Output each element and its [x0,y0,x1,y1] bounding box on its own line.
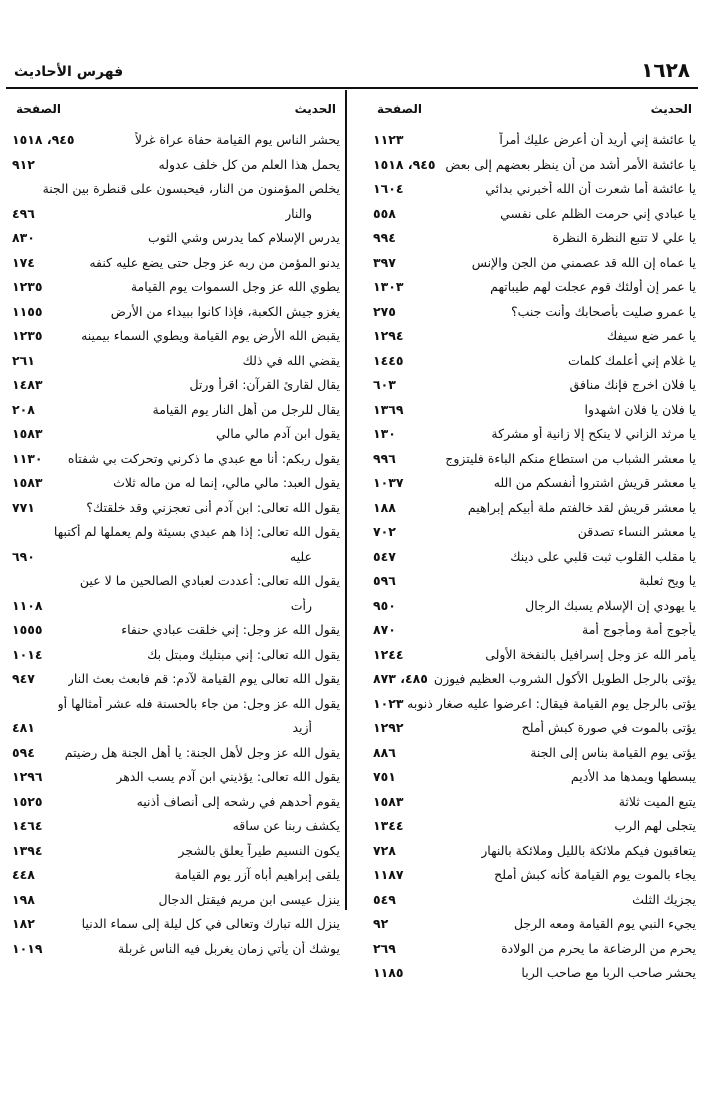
hadith-text: يقال لقارئ القرآن: اقرأ ورتل [189,377,340,392]
index-entry [371,500,696,525]
index-entry [371,647,696,672]
index-entry [10,500,340,525]
hadith-text: يقول الله تعالى: يؤذيني ابن آدم يسب الدهر [116,769,340,784]
page-reference: ١٣٠ [373,426,396,441]
index-entry [371,745,696,770]
page-reference: ٨٣٠ [12,230,35,245]
page-reference: ٤٩٦ [12,205,35,221]
hadith-text: يتعاقبون فيكم ملائكة بالليل وملائكة بالنهار [481,842,696,858]
hadith-text: يلقى إبراهيم أباه آزر يوم القيامة [174,867,340,882]
hadith-text: يا عماه إن الله قد عصمني من الجن والإنس [471,254,696,270]
index-entry [10,818,340,843]
hadith-text: يجزيك الثلث [632,891,696,907]
page-reference: ١٨٨ [373,499,396,515]
hadith-text: يقول الله عز وجل: إني خلقت عبادي حنفاء [121,622,340,637]
hadith-text: يقول الله عز وجل لأهل الجنة: يا أهل الجنة هل رضيتم [64,744,340,760]
page-reference: ٩٩٦ [373,450,396,466]
page-reference: ٢٦١ [12,352,35,368]
index-entry [371,720,696,745]
page-reference: ٥٤٧ [373,548,396,564]
hadith-text: يكشف ربنا عن ساقه [232,818,340,833]
hadith-text: يغزو جيش الكعبة، فإذا كانوا ببيداء من الأرض [110,303,340,319]
index-entry [371,426,696,451]
index-entry [371,916,696,941]
hadith-text: يقول الله عز وجل: من جاء بالحسنة فله عشر أمثالها أو [57,695,340,711]
hadith-text: أزيد [292,720,312,735]
hadith-text: يقول ربكم: أنا مع عبدي ما ذكرني وتحركت بي شفتاه [67,450,340,466]
index-entry [10,157,340,182]
page-reference: ٢٧٥ [373,303,396,319]
hadith-text: يقول الله تعالى: أعددت لعبادي الصالحين ما لا عين [79,573,340,588]
page-reference: ٦٠٣ [373,377,396,392]
hadith-text: يا ويح ثعلبة [639,573,696,588]
page-reference: ١٣٦٩ [373,401,404,417]
page-reference: ١٢٣٥ [12,279,43,294]
index-entry [371,353,696,378]
page-reference: ١٠١٤ [12,646,43,662]
hadith-text: يقول ابن آدم مالي مالي [216,426,340,441]
hadith-text: ينزل الله تبارك وتعالى في كل ليلة إلى سماء الدنيا [81,916,340,931]
hadith-text: يؤتى بالموت في صورة كبش أملح [521,720,696,735]
hadith-text: يا معشر قريش لقد خالفتم ملة أبيكم إبراهيم [467,499,696,515]
index-entry [10,647,340,672]
page-reference: ١٢٣٥ [12,328,43,343]
index-entry [371,451,696,476]
hadith-text: يحمل هذا العلم من كل خلف عدوله [158,156,340,172]
page-reference: ٩٩٤ [373,230,396,245]
index-entry [371,230,696,255]
index-entry [371,598,696,623]
left-column-header [10,92,340,116]
index-entry [10,230,340,255]
index-entry [10,377,340,402]
hadith-text: يقول الله تعالى: إني مبتليك ومبتل بك [147,646,340,662]
hadith-text: يبسطها ويمدها مد الأديم [570,769,696,784]
page-reference: ٤٨١ [12,720,35,735]
index-entry [371,304,696,329]
page-number: ١٦٢٨ [641,58,690,82]
page-reference: ٨٧٠ [373,622,396,637]
page-reference: ١١٢٣ [373,132,404,147]
page-reference: ٧٢٨ [373,842,396,858]
index-entry [10,304,340,329]
hadith-text: يقوم أحدهم في رشحه إلى أنصاف أذنيه [136,793,340,809]
hadith-text: يا مقلب القلوب ثبت قلبي على دينك [510,548,696,564]
right-column [371,92,696,990]
hadith-text: يا عمر ضع سيفك [606,328,696,343]
page-reference: ١٨٢ [12,916,35,931]
page-reference: ٢٠٨ [12,401,35,417]
index-entry [371,255,696,280]
hadith-text: يا غلام إني أعلمك كلمات [567,352,696,368]
hadith-text: يأمر الله عز وجل إسرافيل بالنفخة الأولى [485,646,696,662]
page-reference: ١٧٤ [12,254,35,270]
hadith-text: يؤتى يوم القيامة بناس إلى الجنة [530,744,696,760]
page-reference: ١٣٠٣ [373,279,404,294]
index-entry [10,255,340,280]
hadith-heading: الحديث [294,102,336,116]
index-entry [10,132,340,157]
page-reference: ١٠١٩ [12,940,43,956]
page-reference: ٤٨٥، ٨٧٣ [373,671,428,686]
page-reference: ٥٥٨ [373,205,396,221]
page-reference: ١١٣٠ [12,450,43,466]
index-entry [10,524,340,549]
page-reference: ٩٥٠ [373,597,396,613]
page-heading: الصفحة [377,102,423,116]
index-entry [10,867,340,892]
index-entry [10,549,340,574]
index-entry [10,745,340,770]
page-reference: ٧٥١ [373,769,396,784]
page-reference: ١٣٤٤ [373,818,404,833]
index-entry [10,941,340,966]
index-entry [10,353,340,378]
page-reference: ١٤٦٤ [12,818,43,833]
hadith-text: يا معشر قريش اشتروا أنفسكم من الله [493,475,696,490]
page-reference: ١٤٤٥ [373,352,404,368]
index-entry [371,622,696,647]
page-reference: ١٥٢٥ [12,793,43,809]
index-entry [371,524,696,549]
hadith-text: يا مرثد الزاني لا ينكح إلا زانية أو مشركة [491,426,696,441]
page-reference: ١٠٢٣ [373,695,404,711]
page-reference: ٩٤٥، ١٥١٨ [12,132,75,147]
hadith-text: يؤتى بالرجل الطويل الأكول الشروب العظيم فيوزن [433,671,696,686]
index-entry [10,696,340,721]
hadith-text: يقضي الله في ذلك [242,352,340,368]
hadith-text: يجيء النبي يوم القيامة ومعه الرجل [513,916,696,931]
page-reference: ١٥٨٣ [373,793,404,809]
index-entry [371,941,696,966]
page-reference: ٦٩٠ [12,548,35,564]
hadith-text: يوشك أن يأتي زمان يغربل فيه الناس غربلة [118,940,340,956]
index-entry [10,622,340,647]
hadith-text: يقول العبد: مالي مالي، إنما له من ماله ثلاث [113,475,340,490]
hadith-text: يجاء بالموت يوم القيامة كأنه كبش أملح [494,867,696,882]
index-entry [371,181,696,206]
hadith-text: رأت [290,597,312,613]
index-entry [10,916,340,941]
left-entries [10,132,340,965]
hadith-text: يقول الله تعالى: ابن آدم أنى تعجزني وقد خلقتك؟ [86,499,340,515]
index-entry [10,328,340,353]
hadith-text: يا عائشة أما شعرت أن الله أخبرني بدائي [485,181,696,196]
index-entry [371,794,696,819]
index-entry [371,769,696,794]
page-reference: ٩١٢ [12,156,35,172]
hadith-text: يتبع الميت ثلاثة [618,793,696,809]
hadith-text: يا معشر الشباب من استطاع منكم الباءة فليتزوج [445,450,696,466]
index-entry [371,206,696,231]
index-entry [371,867,696,892]
index-entry [10,402,340,427]
page-reference: ١٥٨٣ [12,426,43,441]
page-reference: ٢٦٩ [373,940,396,956]
index-entry [10,794,340,819]
index-entry [371,671,696,696]
hadith-text: ينزل عيسى ابن مريم فيقتل الدجال [158,891,340,907]
index-entry [371,549,696,574]
hadith-text: يا يهودي إن الإسلام يسبك الرجال [525,597,696,613]
page-heading: الصفحة [16,102,62,116]
header-rule [6,87,698,89]
hadith-text: يا فلان اخرج فإنك منافق [569,377,696,392]
index-entry [371,157,696,182]
index-entry [10,181,340,206]
index-entry [371,818,696,843]
hadith-text: يا فلان يا فلان اشهدوا [584,401,696,417]
hadith-text: يدرس الإسلام كما يدرس وشي الثوب [147,230,340,245]
index-entry [371,475,696,500]
index-entry [10,671,340,696]
index-entry [10,843,340,868]
page-reference: ١٢٩٢ [373,720,404,735]
page-reference: ١١٥٥ [12,303,43,319]
page-reference: ١٦٠٤ [373,181,404,196]
hadith-text: يدنو المؤمن من ربه عز وجل حتى يضع عليه كنفه [89,254,340,270]
index-entry [10,426,340,451]
index-entry [371,573,696,598]
index-entry [371,843,696,868]
index-entry [371,696,696,721]
page-reference: ٧٠٢ [373,524,396,539]
hadith-text: يقول الله تعالى يوم القيامة لآدم: قم فابعث بعث النار [67,671,340,686]
right-column-header [371,92,696,116]
index-entry [371,965,696,990]
hadith-text: يا عمرو صليت بأصحابك وأنت جنب؟ [510,303,696,319]
index-entry [371,279,696,304]
page-reference: ٧٧١ [12,499,35,515]
page-reference: ١٥٥٥ [12,622,43,637]
hadith-text: عليه [289,548,312,564]
column-divider [345,90,347,910]
hadith-text: يؤتى بالرجل يوم القيامة فيقال: اعرضوا عليه صغار ذنوبه [407,695,696,711]
hadith-text: يأجوج أمة ومأجوج أمة [582,622,696,637]
page-reference: ١٠٣٧ [373,475,404,490]
page-reference: ٥٩٦ [373,573,396,588]
hadith-text: يا معشر النساء تصدقن [577,524,696,539]
hadith-text: يقبض الله الأرض يوم القيامة ويطوي السماء بيمينه [81,328,340,343]
hadith-text: يتجلى لهم الرب [614,818,696,833]
page-reference: ١٤٨٣ [12,377,43,392]
index-entry [10,892,340,917]
page-reference: ٤٤٨ [12,867,35,882]
page-reference: ١٩٨ [12,891,35,907]
page-reference: ٣٩٧ [373,254,396,270]
hadith-text: يا عبادي إني حرمت الظلم على نفسي [500,205,696,221]
hadith-text: يحشر الناس يوم القيامة حفاة عراة غرلاً [134,132,340,147]
hadith-text: يا عائشة إني أريد أن أعرض عليك أمراً [499,132,696,147]
hadith-text: يا عمر إن أولئك قوم عجلت لهم طيباتهم [490,279,696,294]
index-entry [371,892,696,917]
hadith-text: والنار [285,205,312,221]
hadith-text: يا عائشة الأمر أشد من أن ينظر بعضهم إلى بعض [445,156,696,172]
page-reference: ٨٨٦ [373,744,396,760]
index-entry [10,475,340,500]
page-reference: ١٢٩٤ [373,328,404,343]
index-entry [10,720,340,745]
page-reference: ١٢٩٦ [12,769,43,784]
hadith-text: يطوي الله عز وجل السموات يوم القيامة [130,279,340,294]
index-entry [371,402,696,427]
page-reference: ٥٩٤ [12,744,35,760]
hadith-text: يكون النسيم طيراً يعلق بالشجر [178,842,340,858]
hadith-heading: الحديث [650,102,692,116]
page-reference: ١١٠٨ [12,597,43,613]
index-entry [371,132,696,157]
hadith-text: يقول الله تعالى: إذا هم عبدي بسيئة ولم يعملها لم أكتبها [53,524,340,539]
index-entry [10,573,340,598]
hadith-text: يحشر صاحب الربا مع صاحب الربا [521,965,696,980]
index-entry [10,769,340,794]
page-reference: ١٢٤٤ [373,646,404,662]
hadith-text: يحرم من الرضاعة ما يحرم من الولادة [501,940,696,956]
page-reference: ١١٨٧ [373,867,404,882]
index-entry [10,451,340,476]
page-reference: ١٣٩٤ [12,842,43,858]
page-reference: ١٥٨٣ [12,475,43,490]
left-column [10,92,340,965]
index-entry [371,377,696,402]
index-entry [10,279,340,304]
page-reference: ١١٨٥ [373,965,404,980]
page-reference: ٥٤٩ [373,891,396,907]
hadith-text: يا علي لا تتبع النظرة النظرة [552,230,696,245]
running-title: فهرس الأحاديث [14,64,124,80]
hadith-text: يخلص المؤمنون من النار، فيحبسون على قنطرة بين الجنة [42,181,340,196]
index-entry [10,206,340,231]
right-entries [371,132,696,990]
page-reference: ٩٤٥، ١٥١٨ [373,156,436,172]
page-reference: ٩٢ [373,916,389,931]
hadith-text: يقال للرجل من أهل النار يوم القيامة [152,401,340,417]
index-entry [371,328,696,353]
page-reference: ٩٤٧ [12,671,35,686]
index-entry [10,598,340,623]
